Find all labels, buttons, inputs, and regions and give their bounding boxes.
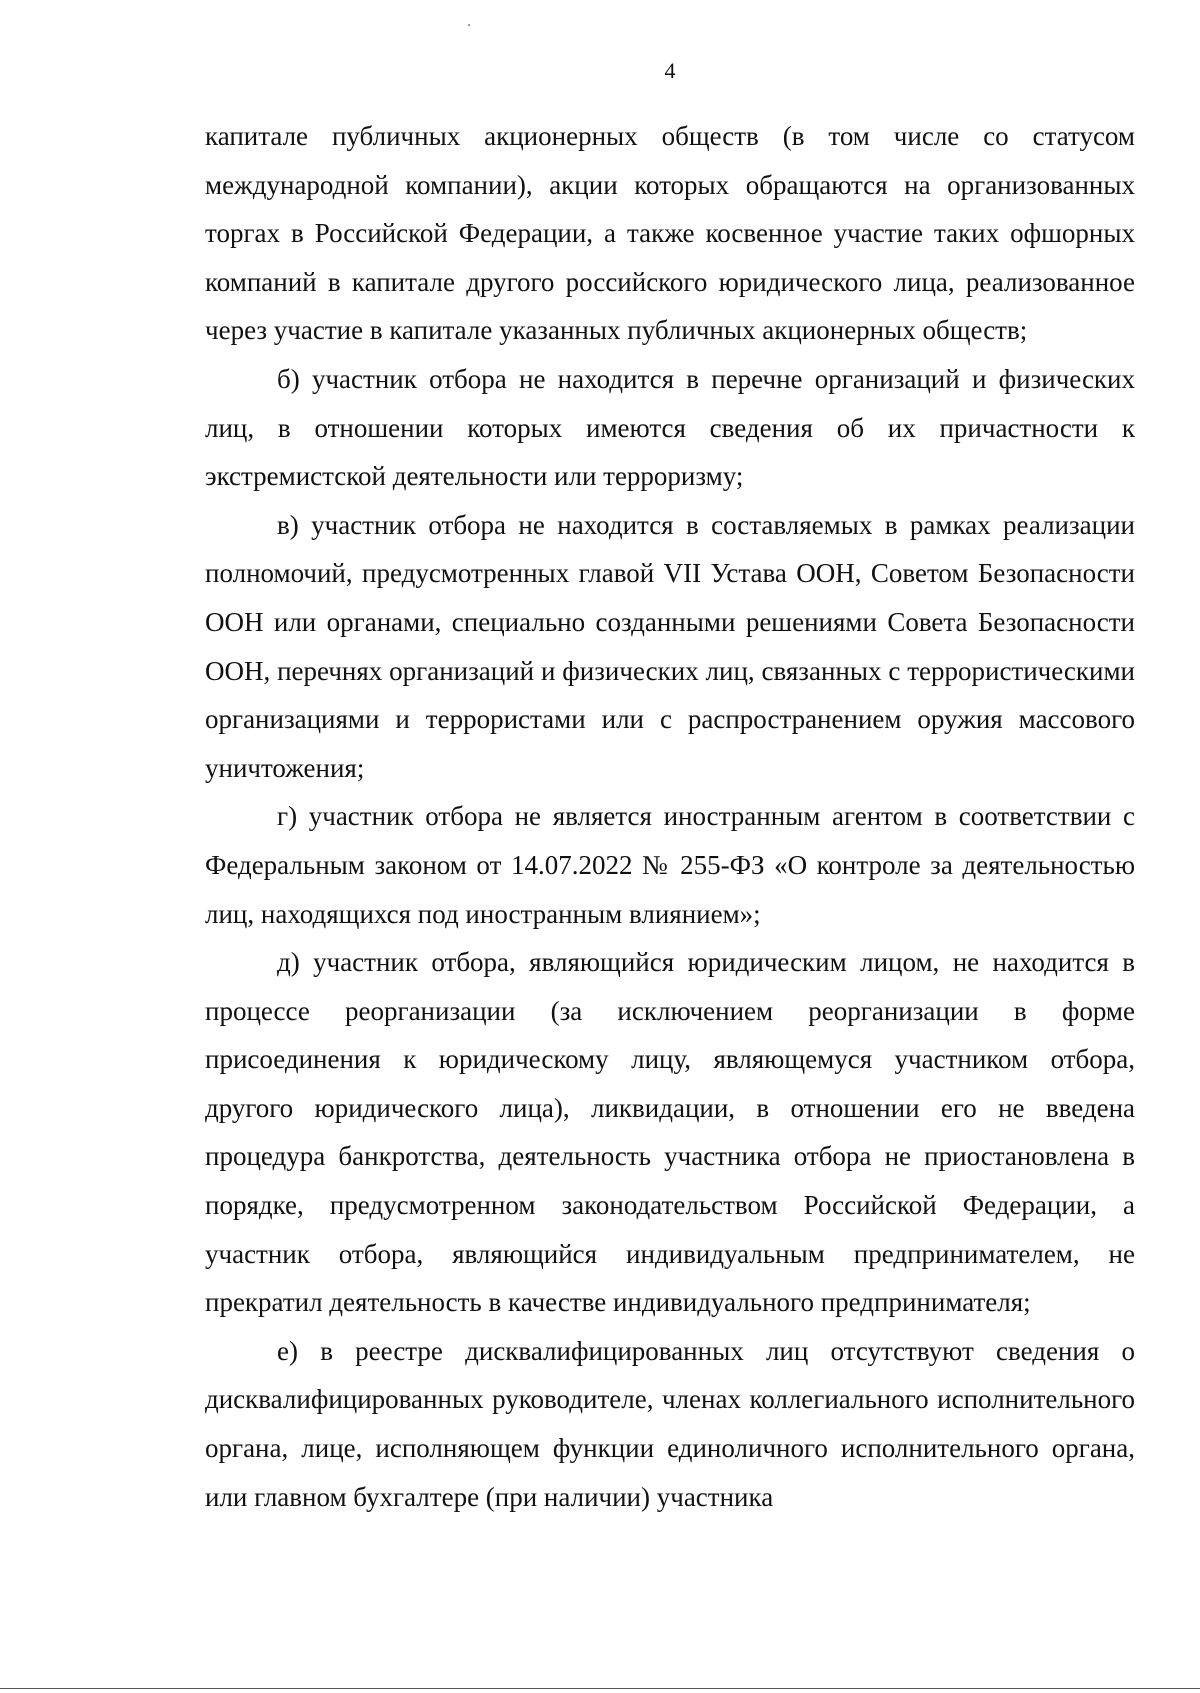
paragraph-item-e: е) в реестре дисквалифицированных лиц отсутствуют сведения о дисквалифицированных руководителе, членах коллегиального исполнительного органа, лице, исполняющем функции единоличного исполнительного органа, или главном бухгалтере (при наличии) участника — [205, 1335, 1135, 1512]
page-number: 4 — [664, 58, 676, 83]
paragraph-item-d: д) участник отбора, являющийся юридическим лицом, не находится в процессе реорганизации (за исключением реорганизации в форме присоединения к юридическому лицу, являющемуся участником отбора, другого юридического лица), ликвидации, в отношении его не введена процедура банкротства, деятельность участника отбора не приостановлена в порядке, предусмотренном законодательством Российской Федерации, а участник отбора, являющийся индивидуальным предпринимателем, не прекратил деятельность в качестве индивидуального предпринимателя; — [205, 947, 1135, 1318]
paragraph-continuation: капитале публичных акционерных обществ (в том числе со статусом международной компании), акции которых обращаются на организованных торгах в Российской Федерации, а также косвенное участие таких офшорных компаний в капитале другого российского юридического лица, реализованное через участие в капитале указанных публичных акционерных обществ; — [205, 121, 1135, 346]
paragraph-item-v: в) участник отбора не находится в составляемых в рамках реализации полномочий, предусмотренных главой VII Устава ООН, Советом Безопасности ООН или органами, специально созданными решениями Совета Безопасности ООН, перечнях организаций и физических лиц, связанных с террористическими организациями и террористами или с распространением оружия массового уничтожения; — [205, 509, 1135, 783]
scan-speck — [468, 24, 470, 26]
bottom-edge-line — [0, 1688, 1200, 1689]
document-body — [205, 112, 1135, 1521]
paragraph-item-b: б) участник отбора не находится в перечне организаций и физических лиц, в отношении которых имеются сведения об их причастности к экстремистской деятельности или терроризму; — [205, 363, 1135, 492]
paragraph-item-g: г) участник отбора не является иностранным агентом в соответствии с Федеральным законом от 14.07.2022 № 255-ФЗ «О контроле за деятельностью лиц, находящихся под иностранным влиянием»; — [205, 801, 1135, 929]
